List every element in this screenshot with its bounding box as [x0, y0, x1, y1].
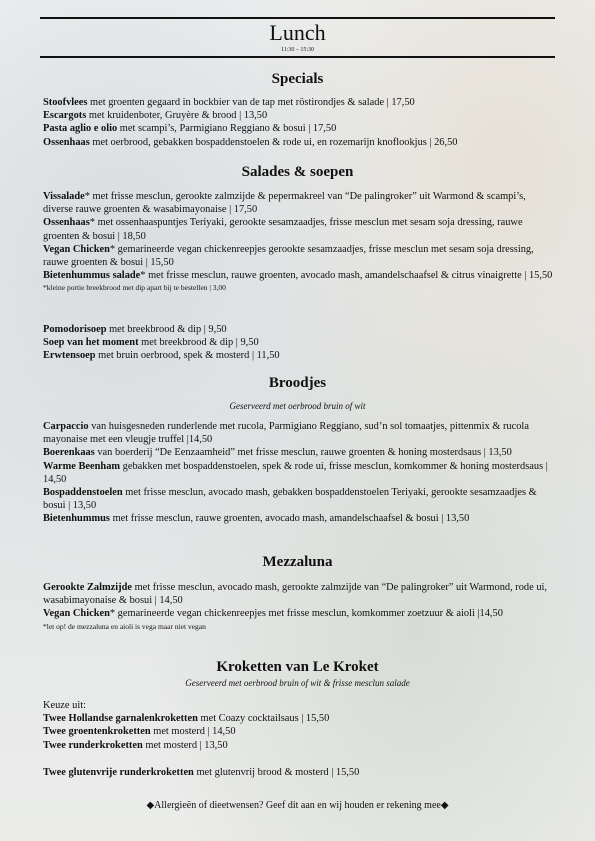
menu-item: Boerenkaas van boerderij “De Eenzaamheid” met frisse mesclun, rauwe groenten & honing mosterdsaus | 13,50 — [43, 447, 512, 459]
menu-item: Twee runderkroketten met mosterd | 13,50 — [43, 739, 228, 751]
menu-item: Erwtensoep met bruin oerbrood, spek & mosterd | 11,50 — [43, 350, 280, 362]
menu-item: Gerookte Zalmzijde met frisse mesclun, avocado mash, gerookte zalmzijde van “De palingroker” uit Warmond, rode ui, wasabimayonaise & bosui | 14,50 — [43, 582, 548, 607]
section-heading-specials: Specials — [271, 71, 324, 87]
kroketten-intro: Keuze uit: — [43, 700, 86, 711]
menu-item: Twee Hollandse garnalenkroketten met Coazy cocktailsaus | 15,50 — [43, 713, 330, 725]
menu-item: Stoofvlees met groenten gegaard in bockbier van de tap met röstirondjes & salade | 17,50 — [43, 97, 415, 108]
page-title: Lunch — [269, 20, 326, 45]
opening-hours: 11:30 – 15:30 — [280, 47, 315, 53]
soups-list — [43, 323, 553, 363]
menu-item: Ossenhaas* met ossenhaaspuntjes Teriyaki, gerookte sesamzaadjes, frisse mesclun met sesam soja dressing, rauwe groenten & bosui | 18,50 — [43, 217, 523, 242]
menu-item: Bospaddenstoelen met frisse mesclun, avocado mash, gebakken bospaddenstoelen Teriyaki, gerookte sesamzaadjes & bosui | 13,50 — [43, 487, 537, 512]
salads-list — [43, 190, 553, 293]
menu-item: Escargots met kruidenboter, Gruyère & brood | 13,50 — [43, 110, 268, 122]
kroketten-list — [43, 699, 553, 752]
specials-list — [43, 96, 553, 149]
menu-item: Ossenhaas met oerbrood, gebakken bospaddenstoelen & rode ui, en rozemarijn knoflookjus | 26,50 — [43, 136, 458, 148]
menu-item: Warme Beenham gebakken met bospaddenstoelen, spek & rode ui, frisse mesclun, komkommer & honing mosterdsaus | 14,50 — [43, 460, 548, 485]
menu-item: Carpaccio van huisgesneden runderlende met rucola, Parmigiano Reggiano, sud’n sol tomaatjes, pittenmix & rucola mayonaise met een vleugje truffel |14,50 — [43, 421, 529, 446]
section-heading-kroketten: Kroketten van Le Kroket — [216, 659, 379, 675]
section-heading-mezzaluna: Mezzaluna — [262, 554, 333, 570]
mezzaluna-list — [43, 581, 553, 632]
menu-item: Vegan Chicken* gemarineerde vegan chickenreepjes met frisse mesclun, komkommer zoetzuur & aioli |14,50 — [43, 608, 503, 620]
mezzaluna-note: *let op! de mezzaluna en aioli is vega maar niet vegan — [43, 621, 206, 631]
header-bottom-rule — [40, 56, 555, 58]
menu-item: Vissalade* met frisse mesclun, gerookte zalmzijde & pepermakreel van “De palingroker” uit Warmond & scampi’s, diverse rauwe groenten & wasabimayonaise | 17,50 — [43, 191, 526, 216]
menu-item: Soep van het moment met breekbrood & dip | 9,50 — [43, 337, 259, 349]
menu-item: Twee groentenkroketten met mosterd | 14,50 — [43, 726, 236, 738]
section-heading-salads: Salades & soepen — [241, 164, 354, 180]
broodjes-list — [43, 420, 553, 526]
menu-item: Vegan Chicken* gemarineerde vegan chickenreepjes gerookte sesamzaadjes, frisse mesclun met sesam soja dressing, rauwe groenten & bosui | 15,50 — [43, 243, 534, 269]
broodjes-subtitle: Geserveerd met oerbrood bruin of wit — [229, 401, 366, 411]
allergy-footer: ◆Allergieën of dieetwensen? Geef dit aan en wij houden er rekening mee◆ — [146, 800, 449, 811]
section-heading-broodjes: Broodjes — [268, 375, 327, 391]
menu-item: Pomodorisoep met breekbrood & dip | 9,50 — [43, 324, 227, 335]
menu-item: Pasta aglio e olio met scampi’s, Parmigiano Reggiano & bosui | 17,50 — [43, 123, 337, 135]
kroketten-subtitle: Geserveerd met oerbrood bruin of wit & frisse mesclun salade — [185, 678, 410, 688]
menu-item: Twee glutenvrije runderkroketten met glutenvrij brood & mosterd | 15,50 — [43, 767, 360, 778]
top-rule — [40, 17, 555, 19]
salads-note: *kleine portie breekbrood met dip apart bij te bestellen | 3,00 — [43, 283, 226, 293]
menu-item: Bietenhummus met frisse mesclun, rauwe groenten, avocado mash, amandelschaafsel & bosui | 13,50 — [43, 513, 470, 525]
menu-item: Bietenhummus salade* met frisse mesclun, rauwe groenten, avocado mash, amandelschaafsel & citrus vinaigrette | 15,50 — [43, 270, 553, 282]
kroketten-extra — [43, 766, 553, 779]
